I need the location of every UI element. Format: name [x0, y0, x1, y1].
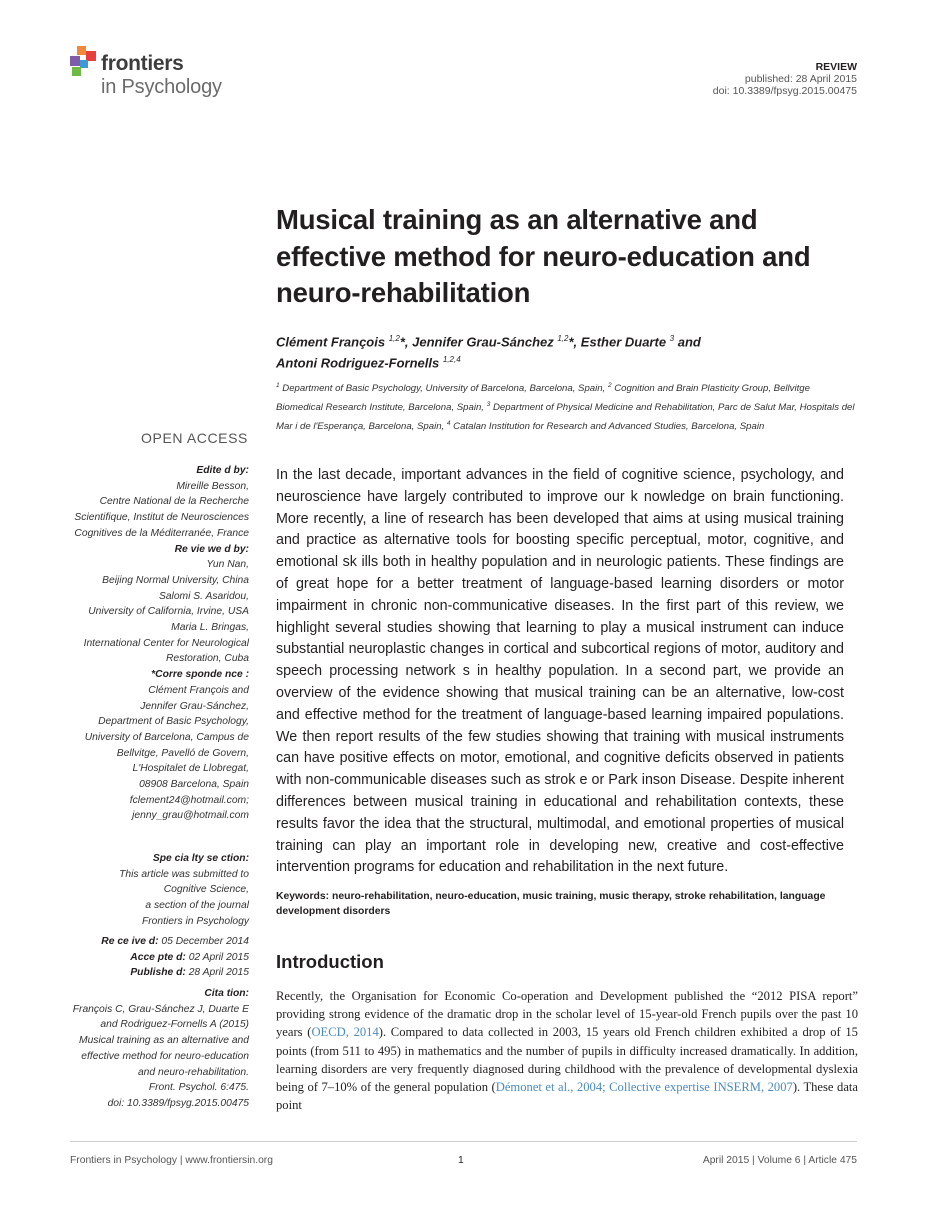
- sidebar-heading: Spe cia lty se ction:: [152, 853, 249, 864]
- sidebar-line: and neuro-rehabilitation.: [137, 1066, 249, 1078]
- sidebar-line: Department of Basic Psychology,: [98, 716, 249, 728]
- article-meta: [713, 61, 857, 97]
- sidebar-heading: Acce pte d:: [130, 951, 186, 963]
- sidebar-line: University of California, Irvine, USA: [88, 606, 249, 618]
- sidebar-heading: *Corre sponde nce :: [151, 669, 249, 681]
- sidebar-heading: Re ce ive d:: [101, 936, 159, 947]
- sidebar-line: François C, Grau-Sánchez J, Duarte E: [72, 1003, 249, 1015]
- author-name[interactable]: Antoni Rodriguez-Fornells: [276, 355, 440, 371]
- citation-link[interactable]: OECD, 2014: [311, 1025, 379, 1040]
- sidebar-line: Bellvitge, Pavelló de Govern,: [116, 747, 249, 759]
- sidebar-line: Restoration, Cuba: [166, 653, 249, 665]
- accepted-date: 02 April 2015: [188, 951, 249, 963]
- sidebar-heading: Publishe d:: [130, 967, 186, 979]
- article-title: Musical training as an alternative and effective method for neuro-education and neuro-rehabilitation: [276, 204, 811, 308]
- affil-sup: 4: [446, 420, 451, 428]
- sidebar-dates: [9, 934, 249, 981]
- author-affil-sup: 1,2: [557, 334, 569, 343]
- section-heading-introduction: Introduction: [276, 951, 384, 972]
- sidebar-line: Yun Nan,: [206, 559, 249, 571]
- sidebar-heading: Edite d by:: [196, 465, 249, 476]
- article-type: REVIEW: [815, 61, 857, 73]
- sidebar-line: Frontiers in Psychology: [141, 915, 249, 927]
- affil-sup: 2: [607, 382, 612, 389]
- sidebar-line: Front. Psychol. 6:475.: [148, 1082, 249, 1094]
- sidebar-line: Cognitive Science,: [163, 884, 249, 896]
- sidebar-heading: Re vie we d by:: [174, 543, 249, 555]
- affil-sup: 3: [486, 401, 491, 409]
- sidebar-line: International Center for Neurological: [83, 637, 249, 649]
- author-name[interactable]: Jennifer Grau-Sánchez: [412, 334, 554, 350]
- footer-journal-link[interactable]: Frontiers in Psychology | www.frontiersin.org: [70, 1155, 273, 1166]
- received-date: 05 December 2014: [161, 936, 249, 947]
- logo-journal-text: in Psychology: [101, 76, 222, 98]
- affiliations: [276, 378, 856, 436]
- body-text: Recently, the Organisation for Economic Co-operation and Development published the “2012 PISA report” providing strong evidence of the dramatic drop in the scholar level of 15-year-old French pupils over the past 10 years (: [276, 989, 858, 1040]
- sidebar-line: Maria L. Bringas,: [171, 622, 249, 634]
- author-name[interactable]: Clément François: [276, 334, 386, 350]
- sidebar-citation: [9, 986, 249, 1112]
- sidebar-edited-by: [9, 463, 249, 824]
- affil-text: Cognition and Brain Plasticity Group, Bellvitge Biomedical Research Institute, Barcelona, Spain,: [276, 383, 810, 414]
- sidebar-line: Mireille Besson,: [176, 480, 249, 492]
- sidebar-line: a section of the journal: [145, 900, 249, 912]
- body-text: ). Compared to data collected in 2003, 15 years old French children exhibited a drop of 15 points (from 511 to 495) in mathematics and the number of pupils in difficulty increased dramatically. In addition, learning disorders are very frequently diagnosed during childhood with the prevalence of developmental dyslexia being of 7–10% of the general population (: [276, 1025, 858, 1095]
- sidebar-line: and Rodriguez-Fornells A (2015): [100, 1019, 249, 1031]
- sidebar-line: L'Hospitalet de Llobregat,: [132, 763, 249, 775]
- author-name[interactable]: Esther Duarte: [580, 334, 667, 350]
- author-separator: *,: [399, 334, 413, 350]
- sidebar-line: Musical training as an alternative and: [79, 1035, 249, 1047]
- doi-link[interactable]: doi: 10.3389/fpsyg.2015.00475: [712, 85, 857, 97]
- logo-brand-text: frontiers: [101, 52, 184, 75]
- affil-text: Catalan Institution for Research and Advanced Studies, Barcelona, Spain: [450, 421, 765, 433]
- journal-logo[interactable]: [70, 46, 250, 102]
- sidebar-line: Scientifique, Institut de Neurosciences: [74, 512, 249, 524]
- body-text: ). These data point: [276, 1080, 858, 1113]
- keywords: Keywords: neuro-rehabilitation, neuro-education, music training, music therapy, stroke rehabilitation, language development disorders: [276, 891, 826, 917]
- footer-issue-info: April 2015 | Volume 6 | Article 475: [702, 1155, 857, 1166]
- published-date: published: 28 April 2015: [744, 73, 857, 85]
- email-link[interactable]: jenny_grau@hotmail.com: [132, 810, 249, 822]
- page-number: 1: [458, 1155, 464, 1166]
- sidebar-line: Beijing Normal University, China: [102, 574, 249, 586]
- author-separator: *,: [568, 334, 581, 350]
- author-separator: and: [674, 334, 701, 350]
- frontiers-logo-icon: [70, 46, 100, 78]
- sidebar-line: Salomi S. Asaridou,: [158, 590, 249, 602]
- sidebar-line: Centre National de la Recherche: [99, 496, 249, 508]
- sidebar-line: Clément François and: [148, 684, 249, 696]
- author-affil-sup: 3: [669, 334, 675, 343]
- citation-doi-link[interactable]: doi: 10.3389/fpsyg.2015.00475: [107, 1097, 249, 1109]
- introduction-paragraph: [276, 987, 858, 1114]
- affil-text: Department of Physical Medicine and Rehabilitation, Parc de Salut Mar, Hospitals del Mar i de l'Esperança, Barcelona, Spain,: [276, 402, 855, 433]
- sidebar-specialty: [9, 851, 249, 930]
- open-access-label: OPEN ACCESS: [141, 430, 248, 446]
- email-link[interactable]: fclement24@hotmail.com;: [129, 794, 249, 806]
- author-list: [276, 330, 836, 373]
- sidebar-line: This article was submitted to: [119, 868, 249, 880]
- sidebar-line: University of Barcelona, Campus de: [84, 731, 249, 743]
- affil-text: Department of Basic Psychology, University of Barcelona, Barcelona, Spain,: [279, 383, 608, 395]
- sidebar-heading: Cita tion:: [204, 988, 249, 999]
- sidebar-line: Cognitives de la Méditerranée, France: [74, 527, 249, 539]
- sidebar-line: 08908 Barcelona, Spain: [139, 779, 249, 791]
- citation-link[interactable]: Démonet et al., 2004; Collective expertise INSERM, 2007: [495, 1080, 793, 1095]
- published-date-sidebar: 28 April 2015: [188, 967, 249, 979]
- author-affil-sup: 1,2,4: [442, 355, 461, 365]
- sidebar-line: effective method for neuro-education: [81, 1050, 249, 1062]
- author-affil-sup: 1,2: [388, 334, 400, 343]
- footer-divider: [70, 1141, 857, 1142]
- abstract-text: In the last decade, important advances in the field of cognitive science, psychology, and neuroscience have largely contributed to improve our k nowledge on brain functioning. More recently, a line of research has been developed that aims at using musical training and practice as alternative tools for boosting specific perceptual, motor, cognitive, and emotional sk ills both in healthy population and in neurologic patients. These findings are of great hope for a better treatment of language-based learning disorders or motor impairment in chronic non-communicative diseases. In the first part of this review, we highlight several studies showing that learning to play a musical instrument can induce substantial neuroplastic changes in cortical and subcortical regions of motor, auditory and speech processing network s in healthy population. In a second part, we provide an overview of the evidence showing that musical training can be an alternative, low-cost and effective method for the treatment of language-based learning impaired populations. We then report results of the few studies showing that training with musical instruments can have positive effects on motor, emotional, and cognitive deficits observed in patients with non-communicable diseases such as strok e or Park inson Disease. Despite inherent differences between musical training in educational and rehabilitation contexts, these results favor the idea that the structural, multimodal, and emotional properties of musical training can play an important role in developing new, creative and cost-effective intervention programs for education and rehabilitation in the next future.: [276, 467, 844, 876]
- sidebar-line: Jennifer Grau-Sánchez,: [140, 700, 249, 712]
- affil-sup: 1: [276, 382, 280, 389]
